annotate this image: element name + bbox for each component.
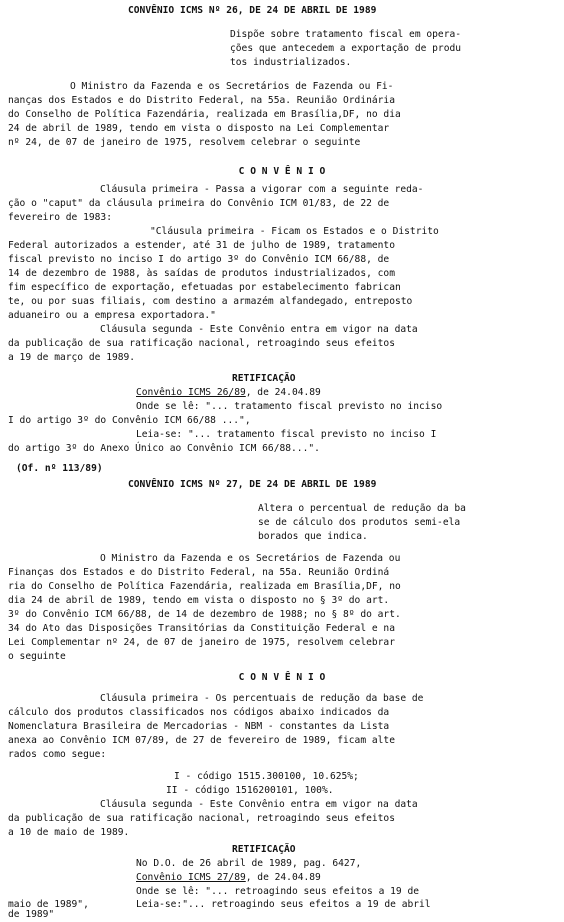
doc2-title: CONVÊNIO ICMS Nº 27, DE 24 DE ABRIL DE 1989 [128, 479, 377, 490]
doc2-preamble-line: O Ministro da Fazenda e os Secretários de Fazenda ou [100, 553, 401, 564]
doc2-retificacao-ref [136, 871, 321, 885]
doc1-retificacao-line: Onde se lê: "... tratamento fiscal previsto no inciso [136, 401, 443, 412]
doc1-retificacao-line: Leia-se: "... tratamento fiscal previsto no inciso I [136, 429, 437, 440]
doc2-heading: C O N V Ê N I O [238, 672, 326, 683]
doc1-preamble-line: O Ministro da Fazenda e os Secretários de Fazenda ou Fi- [70, 81, 394, 92]
doc2-retificacao-line: Leia-se:"... retroagindo seus efeitos a 19 de abril [136, 899, 431, 910]
doc1-quote-line: "Cláusula primeira - Ficam os Estados e o Distrito [150, 226, 439, 237]
doc2-item: II - código 1516200101, 100%. [166, 785, 334, 796]
doc2-clausula1-line: Nomenclatura Brasileira de Mercadorias - NBM - constantes da Lista [8, 721, 390, 732]
doc1-clausula1-line: Cláusula primeira - Passa a vigorar com a seguinte reda- [100, 184, 424, 195]
doc1-retificacao-ref-name: Convênio ICMS 26/89 [136, 387, 246, 398]
doc2-retificacao-line: de 1989" [8, 909, 55, 920]
doc1-oficio-ref: (Of. nº 113/89) [16, 463, 103, 474]
doc1-preamble-line: 24 de abril de 1989, tendo em vista o disposto na Lei Complementar [8, 123, 390, 134]
doc1-quote-line: aduaneiro ou a empresa exportadora." [8, 310, 216, 321]
doc2-preamble-line: ria do Conselho de Política Fazendária, realizada em Brasília,DF, no [8, 581, 401, 592]
doc2-retificacao-ref-name: Convênio ICMS 27/89 [136, 872, 246, 883]
doc1-heading: C O N V Ê N I O [238, 166, 326, 177]
doc2-preamble-line: 3º do Convênio ICM 66/88, de 14 de dezembro de 1988; no § 8º do art. [8, 609, 401, 620]
doc2-retificacao-do: No D.O. de 26 abril de 1989, pag. 6427, [136, 858, 362, 869]
doc1-quote-line: fim específico de exportação, efetuadas por estabelecimento fabrican [8, 282, 401, 293]
doc1-ementa-line: ções que antecedem a exportação de produ [230, 43, 462, 54]
doc1-quote-line: Federal autorizados a estender, até 31 de julho de 1989, tratamento [8, 240, 395, 251]
doc2-clausula2-line: da publicação de sua ratificação nacional, retroagindo seus efeitos [8, 813, 395, 824]
doc2-ementa-line: borados que indica. [258, 531, 368, 542]
doc1-ementa-line: tos industrializados. [230, 57, 352, 68]
doc2-retificacao-ref-date: , de 24.04.89 [245, 872, 321, 883]
doc1-retificacao-ref-date: , de 24.04.89 [245, 387, 321, 398]
doc2-clausula1-line: anexa ao Convênio ICM 07/89, de 27 de fevereiro de 1989, ficam alte [8, 735, 395, 746]
doc1-retificacao-heading: RETIFICAÇÃO [232, 373, 296, 384]
doc2-retificacao-line: Onde se lê: "... retroagindo seus efeitos a 19 de [136, 886, 420, 897]
doc2-clausula1-line: Cláusula primeira - Os percentuais de redução da base de [100, 693, 424, 704]
doc2-preamble-line: o seguinte [8, 651, 66, 662]
doc2-preamble-line: Finanças dos Estados e do Distrito Federal, na 55a. Reunião Ordiná [8, 567, 390, 578]
doc2-clausula2-line: Cláusula segunda - Este Convênio entra em vigor na data [100, 799, 418, 810]
doc2-preamble-line: dia 24 de abril de 1989, tendo em vista o disposto no § 3º do art. [8, 595, 390, 606]
doc1-preamble-line: nº 24, de 07 de janeiro de 1975, resolvem celebrar o seguinte [8, 137, 361, 148]
doc1-quote-line: fiscal previsto no inciso I do artigo 3º do Convênio ICM 66/88, de [8, 254, 390, 265]
doc1-quote-line: te, ou por suas filiais, com destino a armazém alfandegado, entreposto [8, 296, 413, 307]
doc2-ementa-line: se de cálculo dos produtos semi-ela [258, 517, 461, 528]
doc2-clausula1-line: cálculo dos produtos classificados nos códigos abaixo indicados da [8, 707, 390, 718]
doc1-clausula1-line: ção o "caput" da cláusula primeira do Convênio ICM 01/83, de 22 de [8, 198, 390, 209]
doc2-retificacao-heading: RETIFICAÇÃO [232, 844, 296, 855]
doc1-retificacao-ref [136, 386, 321, 400]
doc1-clausula2-line: da publicação de sua ratificação nacional, retroagindo seus efeitos [8, 338, 395, 349]
doc1-quote-line: 14 de dezembro de 1988, às saídas de produtos industrializados, com [8, 268, 395, 279]
doc1-ementa-line: Dispõe sobre tratamento fiscal em opera- [230, 29, 462, 40]
doc2-preamble-line: Lei Complementar nº 24, de 07 de janeiro de 1975, resolvem celebrar [8, 637, 395, 648]
doc2-ementa-line: Altera o percentual de redução da ba [258, 503, 466, 514]
doc1-clausula2-line: Cláusula segunda - Este Convênio entra em vigor na data [100, 324, 418, 335]
doc1-retificacao-line: do artigo 3º do Anexo Único ao Convênio ICM 66/88...". [8, 443, 320, 454]
doc2-item: I - código 1515.300100, 10.625%; [174, 771, 359, 782]
doc2-clausula1-line: rados como segue: [8, 749, 107, 760]
doc1-preamble-line: nanças dos Estados e do Distrito Federal, na 55a. Reunião Ordinária [8, 95, 395, 106]
doc2-preamble-line: 34 do Ato das Disposições Transitórias da Constituição Federal e na [8, 623, 395, 634]
doc1-clausula2-line: a 19 de março de 1989. [8, 352, 136, 363]
doc1-retificacao-line: I do artigo 3º do Convênio ICM 66/88 ...", [8, 415, 251, 426]
doc2-retificacao-line: maio de 1989", [8, 899, 89, 910]
doc1-preamble-line: do Conselho de Política Fazendária, realizada em Brasília,DF, no dia [8, 109, 401, 120]
doc1-clausula1-line: fevereiro de 1983: [8, 212, 112, 223]
doc2-clausula2-line: a 10 de maio de 1989. [8, 827, 130, 838]
doc1-title: CONVÊNIO ICMS Nº 26, DE 24 DE ABRIL DE 1989 [128, 5, 377, 16]
